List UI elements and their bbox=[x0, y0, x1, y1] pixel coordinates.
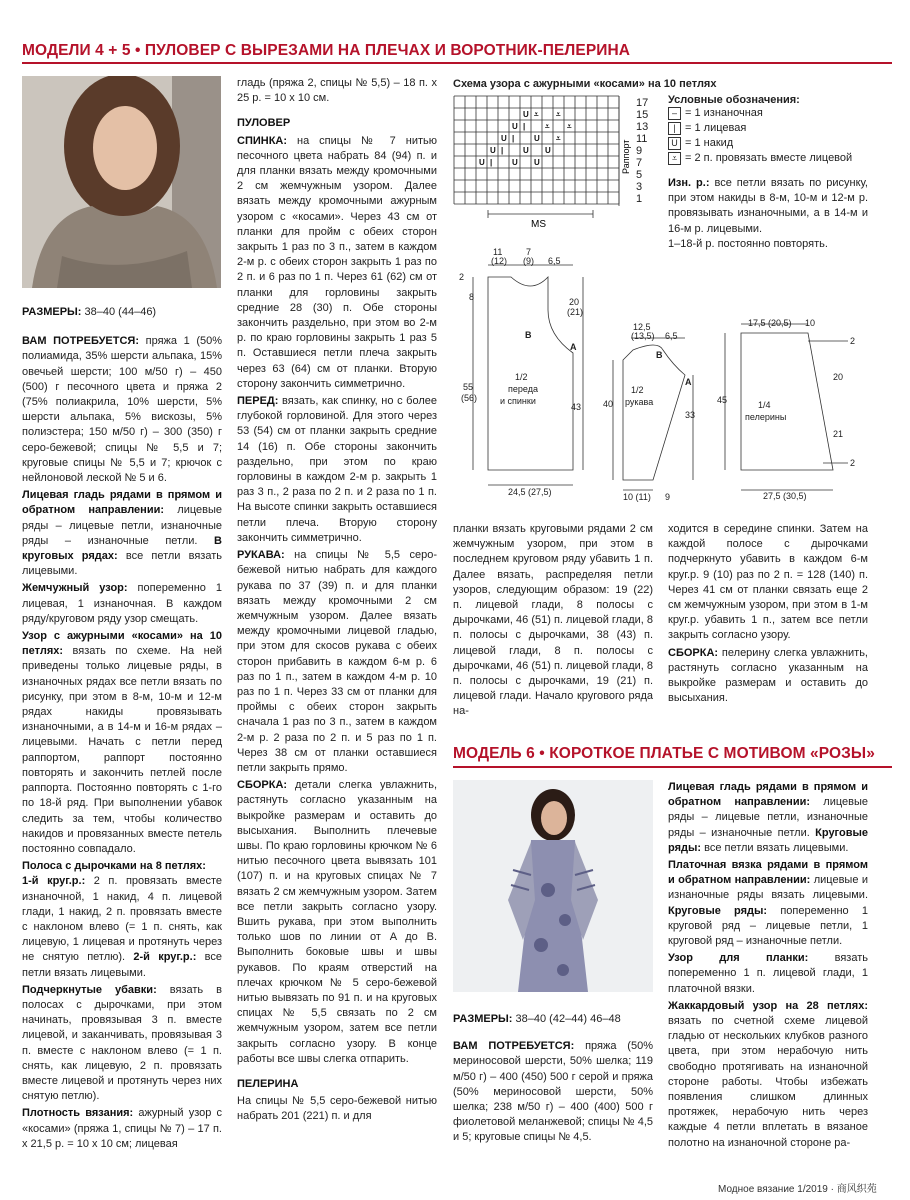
piece-label: переда bbox=[508, 384, 538, 394]
dim-label: (56) bbox=[461, 393, 478, 403]
chart-symbol: U bbox=[501, 134, 507, 143]
stitch-label: Круговые ряды: bbox=[668, 904, 768, 917]
column-4-bottom bbox=[668, 780, 868, 1153]
chart-symbol: U bbox=[534, 134, 540, 143]
piece-label: и спинки bbox=[500, 396, 536, 406]
dim-label: 12,5 bbox=[633, 322, 651, 332]
materials-label: ВАМ ПОТРЕБУЕТСЯ: bbox=[453, 1040, 575, 1053]
chart-row-number: 9 bbox=[636, 145, 643, 157]
chart-symbol: U bbox=[534, 158, 540, 167]
piece-label: 1/2 bbox=[515, 372, 528, 382]
stitch-label: Узор для планки: bbox=[668, 952, 809, 965]
stitch-label: Лицевая гладь рядами в прямом и обратном направлении: bbox=[22, 489, 222, 517]
photo-pullover-model bbox=[22, 76, 221, 288]
sizes-label: РАЗМЕРЫ: bbox=[453, 1013, 513, 1025]
row-text: все петли вязать лицевыми. bbox=[22, 951, 222, 979]
row-text: 2 п. провязать вместе изнаночной, 1 накид, 4 п. лицевой глади, 1 накид, 2 п. провязать вместе с наклоном влево (= 1 п. снять, как лицевую, 1 лицевая и протянуть через не снятую петлю). bbox=[22, 875, 222, 964]
section-title-models-4-5: МОДЕЛИ 4 + 5 • ПУЛОВЕР С ВЫРЕЗАМИ НА ПЛЕЧАХ И ВОРОТНИК-ПЕЛЕРИНА bbox=[22, 42, 631, 59]
ms-label: MS bbox=[531, 219, 546, 230]
legend-text: = 2 п. провязать вместе лицевой bbox=[685, 152, 853, 164]
legend-item bbox=[668, 151, 893, 166]
part-label: СБОРКА: bbox=[668, 646, 719, 659]
stitch-label: Платочная вязка рядами в прямом и обратном направлении: bbox=[668, 859, 868, 887]
stitch-text: попеременно 1 круговой ряд – лицевые петли, 1 круговой ряд – изнаночные петли. bbox=[668, 904, 868, 948]
chart-row-number: 7 bbox=[636, 157, 643, 169]
purl-symbol-icon: – bbox=[668, 107, 681, 120]
part-label: СБОРКА: bbox=[237, 779, 288, 792]
dim-label: 6,5 bbox=[548, 256, 561, 266]
column-2 bbox=[237, 76, 437, 1127]
chart-legend bbox=[668, 94, 893, 252]
piece-label: 1/4 bbox=[758, 400, 771, 410]
dim-label: 10 bbox=[805, 318, 816, 328]
dim-label: 8 bbox=[469, 292, 475, 302]
point-label: A bbox=[570, 342, 577, 352]
dim-label: 55 bbox=[463, 382, 474, 392]
stitch-text: вязать в полосах с дырочками, при этом начинать, провязывая 3 п. вместе лицевой, и заканчивать, провязывая 3 п. вместе с наклоном влево (= 1 п. снять, как лицевую, 2 п. провязать вместе лицевой и протянуть через них снятую петлю). bbox=[22, 983, 222, 1103]
part-text: пелерину слегка увлажнить, растянуть согласно указанным на выкройке размерам и оставить до высыхания. bbox=[668, 646, 868, 705]
materials-text: пряжа 1 (50% полиамида, 35% шерсти альпака, 15% овечьей шерсти; 100 м/50 г) – 450 (500) г песочного цвета и пряжа 2 (75% полиакрила, 10% шерсти, 5% шерсти альпака, 5% вискозы, 5% полиэстера; 150 м/50 г) – 300 (350) г серо-бежевой; спицы № 5,5 и 7; круговые спицы № 5,5 и 7; крючок с нейлоновой леской № 5 и 6. bbox=[22, 335, 222, 485]
chart-symbol: U bbox=[490, 146, 496, 155]
column-1 bbox=[22, 305, 222, 1154]
dim-label: 6,5 bbox=[665, 331, 678, 341]
chart-symbol: | bbox=[490, 158, 493, 167]
dim-label: 24,5 (27,5) bbox=[508, 487, 552, 497]
chart-symbol: U bbox=[523, 110, 529, 119]
chart-row-number: 15 bbox=[636, 109, 649, 121]
dim-label: 33 bbox=[685, 410, 696, 420]
dim-label: (21) bbox=[567, 307, 584, 317]
note-text: все петли вязать по рисунку, при этом накиды в 8-м, 10-м и 12-м р. провязывать изнаночными, а в 14-м и 16-м р. лицевыми. bbox=[668, 177, 868, 235]
dim-label: (9) bbox=[523, 256, 534, 266]
stitch-label: В круговых рядах: bbox=[22, 534, 222, 563]
stitch-text: вязать попеременно 1 п. лицевой глади, 1 платочной вязки. bbox=[668, 952, 868, 995]
gauge-text-cont: гладь (пряжа 2, спицы № 5,5) – 18 п. x 25 р. = 10 x 10 см. bbox=[237, 77, 437, 105]
stitch-text: вязать по счетной схеме лицевой гладью от нескольких клубков разного цвета, при этом нерабочую нить свободно протягивать на изнаночной стороне работы. Чтобы избежать появления слишком длинных протяжек, нерабочую нить через каждые 4 петли вплетать в вязаное полотно на изнаночной стороне ра- bbox=[668, 1015, 868, 1149]
legend-item bbox=[668, 121, 893, 136]
stitch-label: Круговые ряды: bbox=[668, 826, 868, 854]
stitch-label: Жемчужный узор: bbox=[22, 582, 128, 595]
stitch-text: лицевые ряды – лицевые петли, изнаночные ряды – изнаночные петли. bbox=[22, 504, 222, 547]
dim-label: 7 bbox=[526, 247, 532, 257]
dim-label: 27,5 (30,5) bbox=[763, 491, 807, 501]
chart-row-number: 3 bbox=[636, 181, 643, 193]
chart-row-number: 11 bbox=[636, 133, 648, 145]
legend-item bbox=[668, 136, 893, 151]
stitch-chart bbox=[453, 94, 663, 235]
dim-label: 40 bbox=[603, 399, 614, 409]
piece-label: 1/2 bbox=[631, 385, 644, 395]
chart-symbol: U bbox=[545, 146, 551, 155]
stitch-label: Узор с ажурными «косами» на 10 петлях: bbox=[22, 630, 222, 658]
k2tog-symbol-icon: ⩡ bbox=[668, 152, 681, 165]
column-4-top bbox=[668, 522, 868, 708]
materials-text: пряжа (50% мериносовой шерсти, 50% шелка; 119 м/50 г) – 400 (450) 500 г серой и пряжа (50% мериносовой шерсти, 50% шелка; 238 м/50 г) – 400 (400) 500 г фиолетовой меланжевой; спицы № 4,5 и 5; круговые спицы № 4,5. bbox=[453, 1040, 653, 1144]
part-label: ПЕРЕД: bbox=[237, 395, 279, 408]
legend-text: = 1 накид bbox=[685, 137, 734, 149]
stitch-label: Лицевая гладь рядами в прямом и обратном направлении: bbox=[668, 781, 868, 809]
sizes-value: 38–40 (44–46) bbox=[81, 306, 157, 318]
part-text: детали слегка увлажнить, растянуть согласно указанным на выкройке размерам и оставить до высыхания. Выполнить плечевые швы. По краю горловины крючком № 6 нитью песочного цвета вывязать 101 (107) п. и на круговых спицах № 7 вязать 2 см жемчужным узором. Затем все петли закрыть согласно узору. Вшить рукава, при этом выполнить только шов по линии от A до B. Выполнить боковые швы и швы рукавов. По краям отверстий на плечах крючком № 5 серо-бежевой нитью вывязать по 91 п. и на круговых спицах № 5,5 связать по 2 см жемчужным узором, затем все петли закрыть согласно узору. В конце работы все швы слегка отпарить. bbox=[237, 779, 437, 1065]
legend-title: Условные обозначения: bbox=[668, 94, 800, 106]
stitch-text: лицевые и изнаночные ряды вязать лицевыми. bbox=[668, 874, 869, 902]
sleeve-schematic bbox=[613, 338, 696, 490]
cape-text-cont: планки вязать круговыми рядами 2 см жемчужным узором, при этом в последнем круговом ряду убавить 1 п. Далее вязать, распределяя петли узоров, следующим образом: 19 (22) п. лицевой глади, 8 полосы с дырочками, 46 (51) п. лицевой глади, 8 п. полосы с дырочками, 38 (43) п. лицевой глади, 8 п. полосы с дырочками, 46 (51) п. лицевой глади, 8 п. полосы с дырочками, 19 (21) п. лицевой глади. Начало кругового ряда на- bbox=[453, 523, 654, 718]
dim-label: (13,5) bbox=[631, 331, 655, 341]
chart-symbol: ⩡ bbox=[567, 122, 572, 131]
part-text: на спицы № 7 нитью песочного цвета набрать 84 (94) п. и для планки вязать между кромочными 2 см жемчужным узором. Далее вязать между кромочными ажурным узором с «косами». Через 43 см от планки для пройм с обеих сторон закрыть 1 раз по 3 п., затем в каждом 2-м р. с обеих сторон закрыть 1 раз по 2 п. и 6 раз по 1 п. Через 61 (62) см от планки для горловины закрыть средние 28 (30) п. Обе стороны закончить раздельно, при этом во 2-м р. по краю горловины закрыть 1 раз 5 п. Оставшиеся петли плеча закрыть через 63 (64) см от планки. Вторую сторону закончить симметрично. bbox=[237, 134, 437, 390]
dim-label: 45 bbox=[717, 395, 728, 405]
legend-text: = 1 изнаночная bbox=[685, 107, 763, 119]
chart-symbol: | bbox=[512, 134, 515, 143]
chart-symbol: ⩡ bbox=[534, 110, 539, 119]
cape-text-cont: ходится в середине спинки. Затем на каждой полосе с дырочками подчеркнуто убавить в каждом 6-м круг.р. 9 (10) раз по 2 п. = 128 (140) п. Через 41 см от планки связать еще 2 см жемчужным узором, при этом в 1-м круг.р. убавить 1 п., затем все петли закрыть согласно узору. bbox=[668, 523, 868, 642]
piece-label: пелерины bbox=[745, 412, 787, 422]
subheading-pullover: ПУЛОВЕР bbox=[237, 117, 291, 130]
chart-symbol: | bbox=[523, 122, 526, 131]
point-label: B bbox=[656, 350, 663, 360]
row-label: 1-й круг.р.: bbox=[22, 875, 86, 888]
row-label: 2-й круг.р.: bbox=[133, 951, 197, 964]
chart-symbol: ⩡ bbox=[545, 122, 550, 131]
dim-label: 2 bbox=[459, 272, 465, 282]
dim-label: 10 (11) bbox=[623, 492, 651, 502]
note-label: Изн. р.: bbox=[668, 177, 710, 189]
dim-label: 43 bbox=[571, 402, 582, 412]
stitch-text: все петли вязать лицевыми. bbox=[22, 550, 222, 578]
stitch-text: вязать по схеме. На ней приведены только лицевые ряды, в изнаночных рядах все петли вязать по рисунку, при этом в 8-м, 10-м и 12-м рядах накиды провязывать изнаночными, а в 14-м и 16-м рядах – лицевыми. Начать с петли перед раппортом, раппорт постоянно повторять и закончить петлей после раппорта. Постоянно повторять с 1-го по 18-й ряд. При выполнении убавок следить за тем, чтобы количество накидов и провязанных вместе петель постоянно совпадало. bbox=[22, 645, 222, 855]
dim-label: 2 bbox=[850, 458, 856, 468]
title-rule bbox=[453, 766, 892, 768]
title-rule bbox=[22, 62, 892, 64]
piece-label: рукава bbox=[625, 397, 654, 407]
dim-label: 20 bbox=[569, 297, 580, 307]
part-label: СПИНКА: bbox=[237, 134, 288, 147]
part-text: вязать, как спинку, но с более глубокой горловиной. Для этого через 53 (54) см от планки закрыть средние 14 (16) п. Обе стороны закончить раздельно, при этом по краю горловины в каждом 2-м р. закрыть 1 раз 3 п., 2 раза по 2 п. и 2 раза по 1 п. На высоте спинки закрыть оставшиеся петли плеча. Вторую сторону закончить симметрично. bbox=[237, 395, 437, 544]
chart-symbol: ⩡ bbox=[556, 134, 561, 143]
chart-row-number: 1 bbox=[636, 193, 643, 205]
section-title-model-6: МОДЕЛЬ 6 • КОРОТКОЕ ПЛАТЬЕ С МОТИВОМ «РОЗЫ» bbox=[453, 745, 875, 762]
cape-schematic bbox=[725, 324, 848, 490]
repeat-text: 1–18-й р. постоянно повторять. bbox=[668, 237, 828, 250]
body-schematic bbox=[473, 265, 583, 485]
dim-label: 9 bbox=[665, 492, 671, 502]
sizes-value: 38–40 (42–44) 46–48 bbox=[512, 1013, 621, 1025]
dim-label: 11 bbox=[493, 247, 503, 257]
legend-item bbox=[668, 106, 893, 121]
sizes-label: РАЗМЕРЫ: bbox=[22, 306, 82, 318]
stitch-label: Жаккардовый узор на 28 петлях: bbox=[668, 999, 868, 1012]
dim-label: 21 bbox=[833, 429, 844, 439]
point-label: B bbox=[525, 330, 532, 340]
chart-row-number: 17 bbox=[636, 97, 649, 109]
scheme-title: Схема узора с ажурными «косами» на 10 петлях bbox=[453, 78, 717, 90]
chart-row-number: 5 bbox=[636, 169, 643, 181]
knit-symbol-icon: | bbox=[668, 122, 681, 135]
gauge-text: ажурный узор с «косами» (пряжа 1, спицы № 7) – 17 п. x 21,5 р. = 10 x 10 см; лицевая bbox=[22, 1107, 222, 1150]
chart-symbol: U bbox=[512, 158, 518, 167]
stitch-label: Подчеркнутые убавки: bbox=[22, 983, 157, 996]
yarn-over-symbol-icon: U bbox=[668, 137, 681, 150]
chart-row-number: 13 bbox=[636, 121, 649, 133]
column-3 bbox=[453, 522, 653, 722]
chart-symbol: | bbox=[501, 146, 504, 155]
stitch-label: Полоса с дырочками на 8 петлях: bbox=[22, 860, 206, 873]
materials-label: ВАМ ПОТРЕБУЕТСЯ: bbox=[22, 335, 140, 348]
chart-symbol: U bbox=[512, 122, 518, 131]
subheading-cape: ПЕЛЕРИНА bbox=[237, 1078, 299, 1090]
dim-label: 20 bbox=[833, 372, 844, 382]
rapport-label: Раппорт bbox=[621, 139, 631, 174]
chart-symbol: ⩡ bbox=[556, 110, 561, 119]
part-text: на спицы № 5,5 серо-бежевой нитью набрать для каждого рукава по 37 (39) п. и для планки вязать между кромочными 2 см жемчужным узором. Далее вязать между кромочными лицевой гладью, при этом для скосов рукава с обеих сторон прибавить в каждом 6-м р. 6 раз по 1 п., затем в каждом 4-м р. 10 раз по 1 п. Через 33 см от планки для проймы с обеих сторон закрыть сначала 1 раз по 3 п., затем в каждом 2-м р. 2 раза по 2 п. и 5 раз по 1 п. Через 38 см от планки оставшиеся петли закрыть прямо. bbox=[237, 549, 437, 774]
stitch-text: попеременно 1 лицевая, 1 изнаночная. В каждом ряду/круговом ряду узор смещать. bbox=[22, 582, 222, 625]
dim-label: 2 bbox=[850, 336, 856, 346]
photo-dress-model bbox=[453, 780, 653, 992]
column-3-bottom bbox=[453, 1012, 653, 1148]
dim-label: (12) bbox=[491, 256, 508, 266]
part-label: РУКАВА: bbox=[237, 549, 285, 562]
gauge-label: Плотность вязания: bbox=[22, 1107, 134, 1120]
page-footer: Модное вязание 1/2019 · 商风织苑 bbox=[718, 1184, 877, 1195]
dim-label: 17,5 (20,5) bbox=[748, 318, 792, 328]
cape-text: На спицы № 5,5 серо-бежевой нитью набрать 201 (221) п. и для bbox=[237, 1095, 437, 1123]
stitch-text: все петли вязать лицевыми. bbox=[701, 841, 849, 854]
pattern-schematics bbox=[453, 237, 893, 510]
chart-symbol: U bbox=[523, 146, 529, 155]
legend-text: = 1 лицевая bbox=[685, 122, 747, 134]
stitch-text: лицевые ряды – лицевые петли, изнаночные ряды – изнаночные петли. bbox=[668, 796, 868, 839]
point-label: A bbox=[685, 377, 692, 387]
chart-symbol: U bbox=[479, 158, 485, 167]
